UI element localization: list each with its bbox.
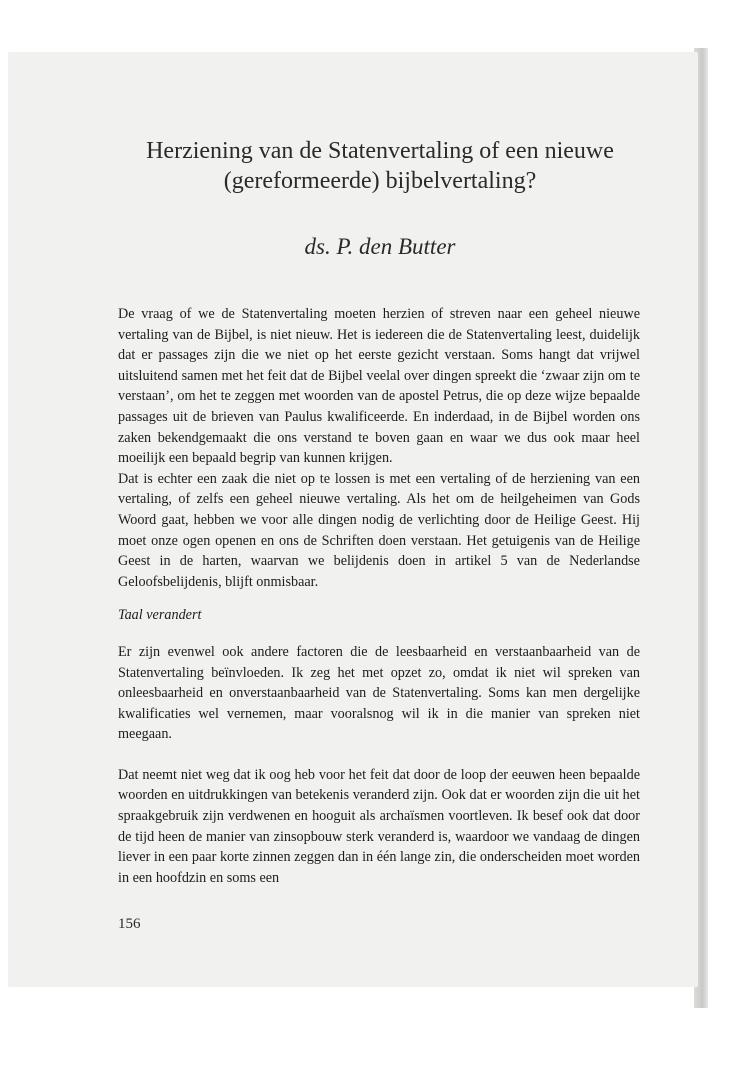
paragraph-2: Dat is echter een zaak die niet op te lossen is met een vertaling of de herziening van een vertaling, of zelfs een geheel nieuwe vertaling. Als het om de heilgeheimen van Gods Woord gaat, hebben we voor alle dingen nodig de verlichting door de Heilige Geest. Hij moet onze ogen openen en ons de Schriften doen verstaan. Het getuigenis van de Heilige Geest in de harten, waarvan we belijdenis doen in artikel 5 van de Nederlandse Geloofsbelijdenis, blijft onmisbaar. — [118, 470, 640, 590]
article-body — [118, 304, 640, 888]
page-outer-margin — [708, 44, 738, 1024]
article-author: ds. P. den Butter — [304, 234, 456, 259]
section-heading: Taal verandert — [118, 607, 202, 624]
page-number: 156 — [118, 916, 141, 932]
paragraph-3: Er zijn evenwel ook andere factoren die de leesbaarheid en verstaanbaarheid van de Statenvertaling beïnvloeden. Ik zeg het met opzet zo, omdat ik niet wil spreken van onleesbaarheid en onverstaanbaarheid van de Statenvertaling. Soms kan men dergelijke kwalificaties wel vernemen, maar vooralsnog wil ik in die manier van spreken niet meegaan. — [118, 643, 640, 743]
paragraph-1: De vraag of we de Statenvertaling moeten herzien of streven naar een geheel nieuwe vertaling van de Bijbel, is niet nieuw. Het is iedereen die de Statenvertaling leest, duidelijk dat er passages zijn die we niet op het eerste gezicht verstaan. Soms hangt dat vrijwel uitsluitend samen met het feit dat de Bijbel veelal over dingen spreekt die ‘zwaar zijn om te verstaan’, om het te zeggen met woorden van de apostel Petrus, die op deze wijze bepaalde passages uit de brieven van Paulus kwalificeerde. En inderdaad, in de Bijbel worden ons zaken bekendgemaakt die ons verstand te boven gaan en waar we dus ook maar heel moeilijk een bepaald begrip van kunnen krijgen. — [118, 306, 640, 467]
paragraph-4: Dat neemt niet weg dat ik oog heb voor het feit dat door de loop der eeuwen heen bepaalde woorden en uitdrukkingen van betekenis veranderd zijn. Ook dat er woorden zijn die uit het spraakgebruik zijn verdwenen en hooguit als archaïsmen voortleven. Ik besef ook dat door de tijd heen de manier van zinsopbouw sterk veranderd is, waardoor we vandaag de dingen liever in een paar korte zinnen zeggen dan in één lange zin, die onderscheiden moet worden in een hoofdzin en soms een — [118, 766, 640, 886]
article-title: Herziening van de Statenvertaling of een nieuwe (gereformeerde) bijbelvertaling? — [146, 138, 614, 194]
